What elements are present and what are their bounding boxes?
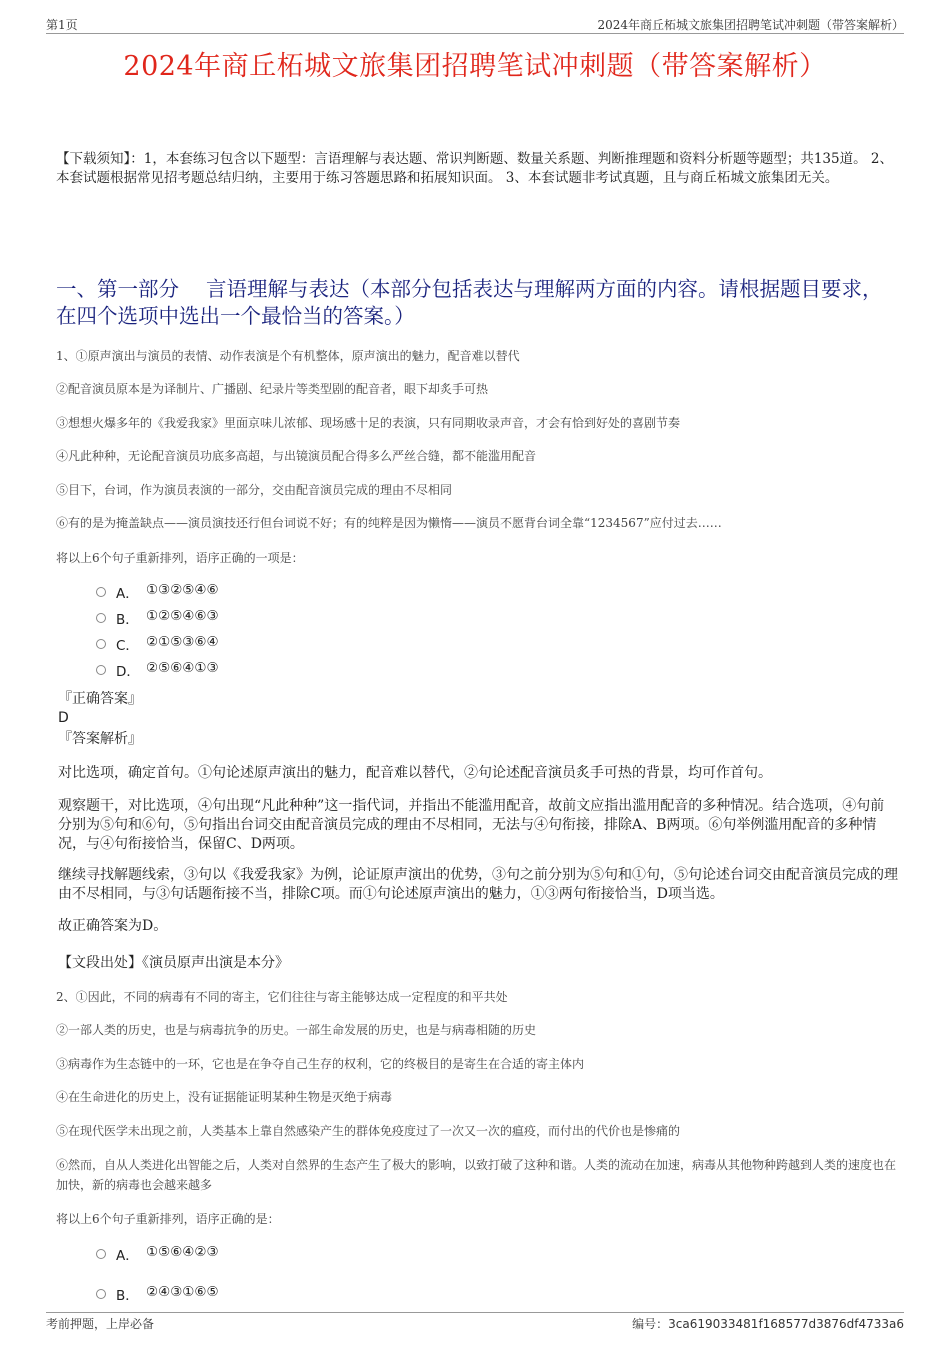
document-title: 2024年商丘柘城文旅集团招聘笔试冲刺题（带答案解析） (123, 51, 827, 82)
option-value: ①②⑤④⑥③ (146, 608, 219, 624)
page-footer (46, 1312, 904, 1332)
option-label: D． (116, 664, 140, 680)
header-doc-title: 2024年商丘柘城文旅集团招聘笔试冲刺题（带答案解析） (597, 18, 904, 32)
q2-line: ⑤在现代医学未出现之前，人类基本上靠自然感染产生的群体免疫度过了一次又一次的瘟疫，而付出的代价也是惨痛的 (56, 1124, 681, 1138)
option-label: B． (116, 1288, 139, 1304)
footer-slogan: 考前押题，上岸必备 (46, 1317, 155, 1331)
answer-heading: 『正确答案』 (58, 691, 142, 707)
q1-option-b[interactable] (96, 608, 396, 628)
q1-line: ⑤目下，台词，作为演员表演的一部分，交由配音演员完成的理由不尽相同 (56, 483, 453, 497)
option-value: ②⑤⑥④①③ (146, 660, 219, 676)
q1-option-d[interactable] (96, 660, 396, 680)
analysis-paragraph: 故正确答案为D。 (58, 918, 168, 934)
q2-prompt: 将以上6个句子重新排列，语序正确的是： (56, 1212, 280, 1226)
option-label: A． (116, 586, 139, 602)
radio-icon[interactable] (96, 639, 106, 649)
radio-icon[interactable] (96, 665, 106, 675)
option-value: ①⑤⑥④②③ (146, 1244, 219, 1260)
q2-line: 2、①因此，不同的病毒有不同的寄主，它们往往与寄主能够达成一定程度的和平共处 (56, 990, 508, 1004)
code-value: 3ca619033481f168577d3876df4733a6 (668, 1317, 904, 1331)
answer-value: D (58, 710, 69, 726)
q1-prompt: 将以上6个句子重新排列，语序正确的一项是： (56, 551, 304, 565)
q2-line: ⑥然而，自从人类进化出智能之后，人类对自然界的生态产生了极大的影响，以致打破了这种和谐。人类的流动在加速，病毒从其他物种跨越到人类的速度也在加快，新的病毒也会越来越多 (56, 1158, 897, 1192)
radio-icon[interactable] (96, 613, 106, 623)
q2-option-b[interactable] (96, 1284, 396, 1304)
code-label: 编号： (632, 1317, 669, 1331)
q2-option-a[interactable] (96, 1244, 396, 1264)
q1-line: 1、①原声演出与演员的表情、动作表演是个有机整体，原声演出的魅力，配音难以替代 (56, 349, 520, 363)
footer-code (632, 1315, 904, 1332)
option-label: B． (116, 612, 139, 628)
radio-icon[interactable] (96, 587, 106, 597)
radio-icon[interactable] (96, 1289, 106, 1299)
option-value: ②④③①⑥⑤ (146, 1284, 219, 1300)
q1-option-a[interactable] (96, 582, 396, 602)
page-number: 第1页 (46, 18, 78, 32)
option-label: A． (116, 1248, 139, 1264)
analysis-paragraph: 观察题干，对比选项，④句出现“凡此种种”这一指代词，并指出不能滥用配音，故前文应指出滥用配音的多种情况。结合选项，④句前分别为⑤句和⑥句，⑤句指出台词交由配音演员完成的理由不尽相同，无法与④句衔接，排除A、B两项。⑥句举例滥用配音的多种情况，与④句衔接恰当，保留C、D两项。 (58, 798, 885, 852)
section-heading: 一、第一部分 言语理解与表达（本部分包括表达与理解两方面的内容。请根据题目要求，在四个选项中选出一个最恰当的答案。） (56, 277, 883, 328)
option-value: ①③②⑤④⑥ (146, 582, 219, 598)
text-source: 【文段出处】《演员原声出演是本分》 (58, 955, 289, 971)
q2-line: ④在生命进化的历史上，没有证据能证明某种生物是灭绝于病毒 (56, 1090, 393, 1104)
analysis-heading: 『答案解析』 (58, 731, 142, 747)
analysis-paragraph: 对比选项，确定首句。①句论述原声演出的魅力，配音难以替代，②句论述配音演员炙手可热的背景，均可作首句。 (58, 765, 772, 781)
q1-line: ③想想火爆多年的《我爱我家》里面京味儿浓郁、现场感十足的表演，只有同期收录声音，才会有恰到好处的喜剧节奏 (56, 416, 681, 430)
page-header (46, 14, 904, 34)
q1-line: ④凡此种种，无论配音演员功底多高超，与出镜演员配合得多么严丝合缝，都不能滥用配音 (56, 449, 537, 463)
option-value: ②①⑤③⑥④ (146, 634, 219, 650)
q2-line: ③病毒作为生态链中的一环，它也是在争夺自己生存的权利，它的终极目的是寄生在合适的寄主体内 (56, 1057, 585, 1071)
analysis-paragraph: 继续寻找解题线索，③句以《我爱我家》为例，论证原声演出的优势，③句之前分别为⑤句和①句，⑤句论述台词交由配音演员完成的理由不尽相同，与③句话题衔接不当，排除C项。而①句论述原声演出的魅力，①③两句衔接恰当，D项当选。 (58, 867, 898, 902)
q2-line: ②一部人类的历史，也是与病毒抗争的历史。一部生命发展的历史，也是与病毒相随的历史 (56, 1023, 537, 1037)
option-label: C． (116, 638, 139, 654)
radio-icon[interactable] (96, 1249, 106, 1259)
q1-option-c[interactable] (96, 634, 396, 654)
q1-line: ⑥有的是为掩盖缺点——演员演技还行但台词说不好；有的纯粹是因为懒惰——演员不愿背台词全靠“1234567”应付过去…… (56, 516, 722, 530)
q1-line: ②配音演员原本是为译制片、广播剧、纪录片等类型剧的配音者，眼下却炙手可热 (56, 382, 489, 396)
download-notice: 【下载须知】：1，本套练习包含以下题型：言语理解与表达题、常识判断题、数量关系题、判断推理题和资料分析题等题型；共135道。 2、本套试题根据常见招考题总结归纳，主要用于练习答题思路和拓展知识面。 3、本套试题非考试真题，且与商丘柘城文旅集团无关。 (56, 151, 893, 186)
